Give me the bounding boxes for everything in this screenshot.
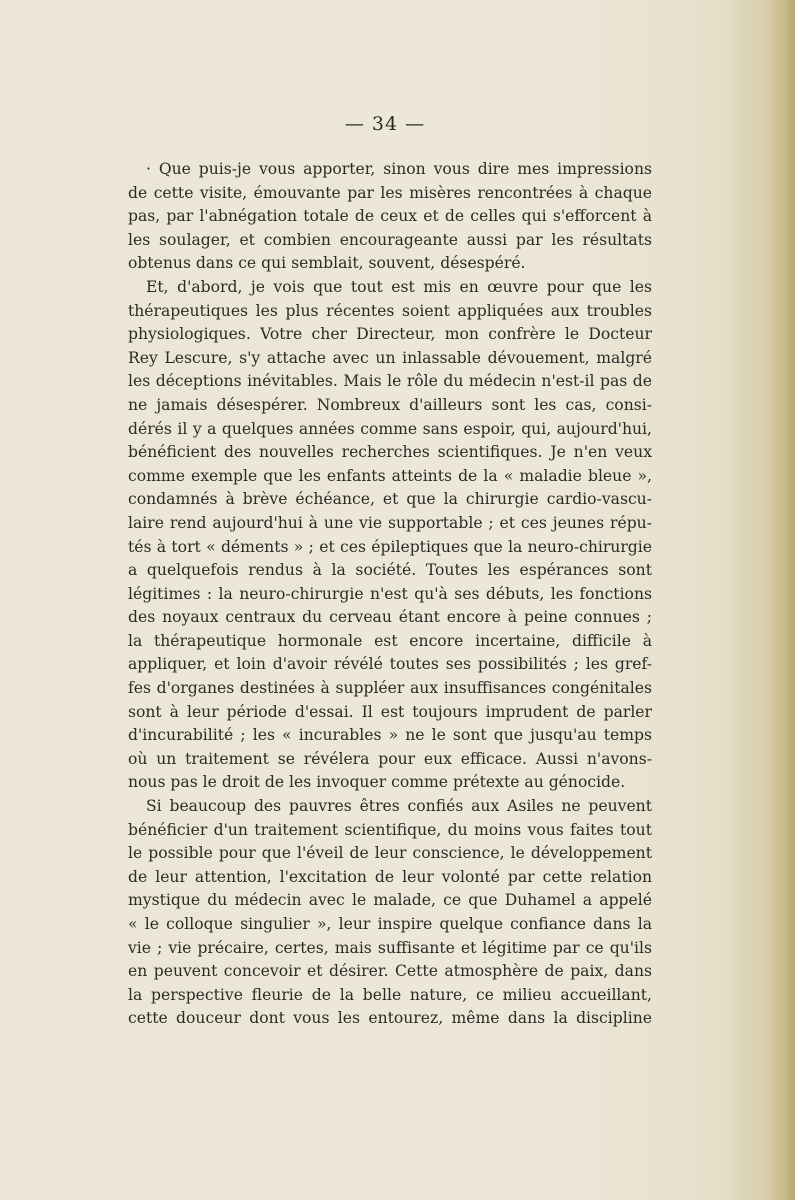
text-line: ne jamais désespérer. Nombreux d'ailleurs sont les cas, consi- [128, 395, 652, 414]
text-line: légitimes : la neuro-chirurgie n'est qu'à ses débuts, les fonctions [128, 584, 652, 603]
text-line: cette douceur dont vous les entourez, même dans la discipline [128, 1009, 652, 1028]
text-line: bénéficier d'un traitement scientifique, du moins vous faites tout [128, 820, 652, 839]
text-line: appliquer, et loin d'avoir révélé toutes ses possibilités ; les gref- [128, 655, 652, 674]
text-line: obtenus dans ce qui semblait, souvent, désespéré. [128, 254, 526, 273]
text-line: mystique du médecin avec le malade, ce que Duhamel a appelé [128, 891, 652, 910]
text-line: d'incurabilité ; les « incurables » ne le sont que jusqu'au temps [128, 726, 652, 745]
text-line: comme exemple que les enfants atteints de la « maladie bleue », [128, 466, 652, 485]
text-line: en peuvent concevoir et désirer. Cette atmosphère de paix, dans [128, 962, 652, 981]
text-line: Rey Lescure, s'y attache avec un inlassable dévouement, malgré [128, 348, 652, 367]
text-line: thérapeutiques les plus récentes soient appliquées aux troubles [128, 301, 652, 320]
text-line: pas, par l'abnégation totale de ceux et de celles qui s'efforcent à [128, 207, 652, 226]
text-line: a quelquefois rendus à la société. Toutes les espérances sont [128, 561, 652, 580]
page-number: — 34 — [344, 113, 426, 135]
text-line: bénéficient des nouvelles recherches scientifiques. Je n'en veux [128, 443, 652, 462]
text-line: fes d'organes destinées à suppléer aux insuffisances congénitales [128, 679, 652, 698]
text-line: Si beaucoup des pauvres êtres confiés aux Asiles ne peuvent [146, 797, 652, 816]
text-line: de leur attention, l'excitation de leur volonté par cette relation [128, 867, 652, 886]
text-line: · Que puis-je vous apporter, sinon vous dire mes impressions [146, 160, 652, 178]
text-line: les soulager, et combien encourageante aussi par les résultats [128, 230, 652, 249]
text-line: physiologiques. Votre cher Directeur, mon confrère le Docteur [128, 325, 652, 344]
text-line: « le colloque singulier », leur inspire quelque confiance dans la [128, 915, 652, 933]
text-line: les déceptions inévitables. Mais le rôle du médecin n'est-il pas de [128, 372, 652, 391]
text-line: dérés il y a quelques années comme sans espoir, qui, aujourd'hui, [128, 419, 652, 438]
text-line: nous pas le droit de les invoquer comme prétexte au génocide. [128, 773, 626, 792]
text-line: laire rend aujourd'hui à une vie supportable ; et ces jeunes répu- [128, 513, 652, 532]
text-line: Et, d'abord, je vois que tout est mis en œuvre pour que les [146, 277, 652, 296]
page-edge-shadow [767, 0, 795, 1200]
text-line: sont à leur période d'essai. Il est toujours imprudent de parler [128, 702, 652, 721]
text-line: la thérapeutique hormonale est encore incertaine, difficile à [128, 631, 652, 650]
text-line: le possible pour que l'éveil de leur conscience, le développement [128, 844, 652, 863]
text-line: où un traitement se révélera pour eux efficace. Aussi n'avons- [128, 749, 652, 768]
text-line: de cette visite, émouvante par les misères rencontrées à chaque [128, 183, 652, 202]
text-line: condamnés à brève échéance, et que la chirurgie cardio-vascu- [128, 490, 652, 509]
text-line: des noyaux centraux du cerveau étant encore à peine connues ; [128, 608, 652, 627]
body-text [128, 158, 652, 1031]
text-line: tés à tort « déments » ; et ces épileptiques que la neuro-chirurgie [128, 537, 652, 556]
text-line: la perspective fleurie de la belle nature, ce milieu accueillant, [128, 985, 652, 1004]
text-line: vie ; vie précaire, certes, mais suffisante et légitime par ce qu'ils [128, 938, 652, 957]
